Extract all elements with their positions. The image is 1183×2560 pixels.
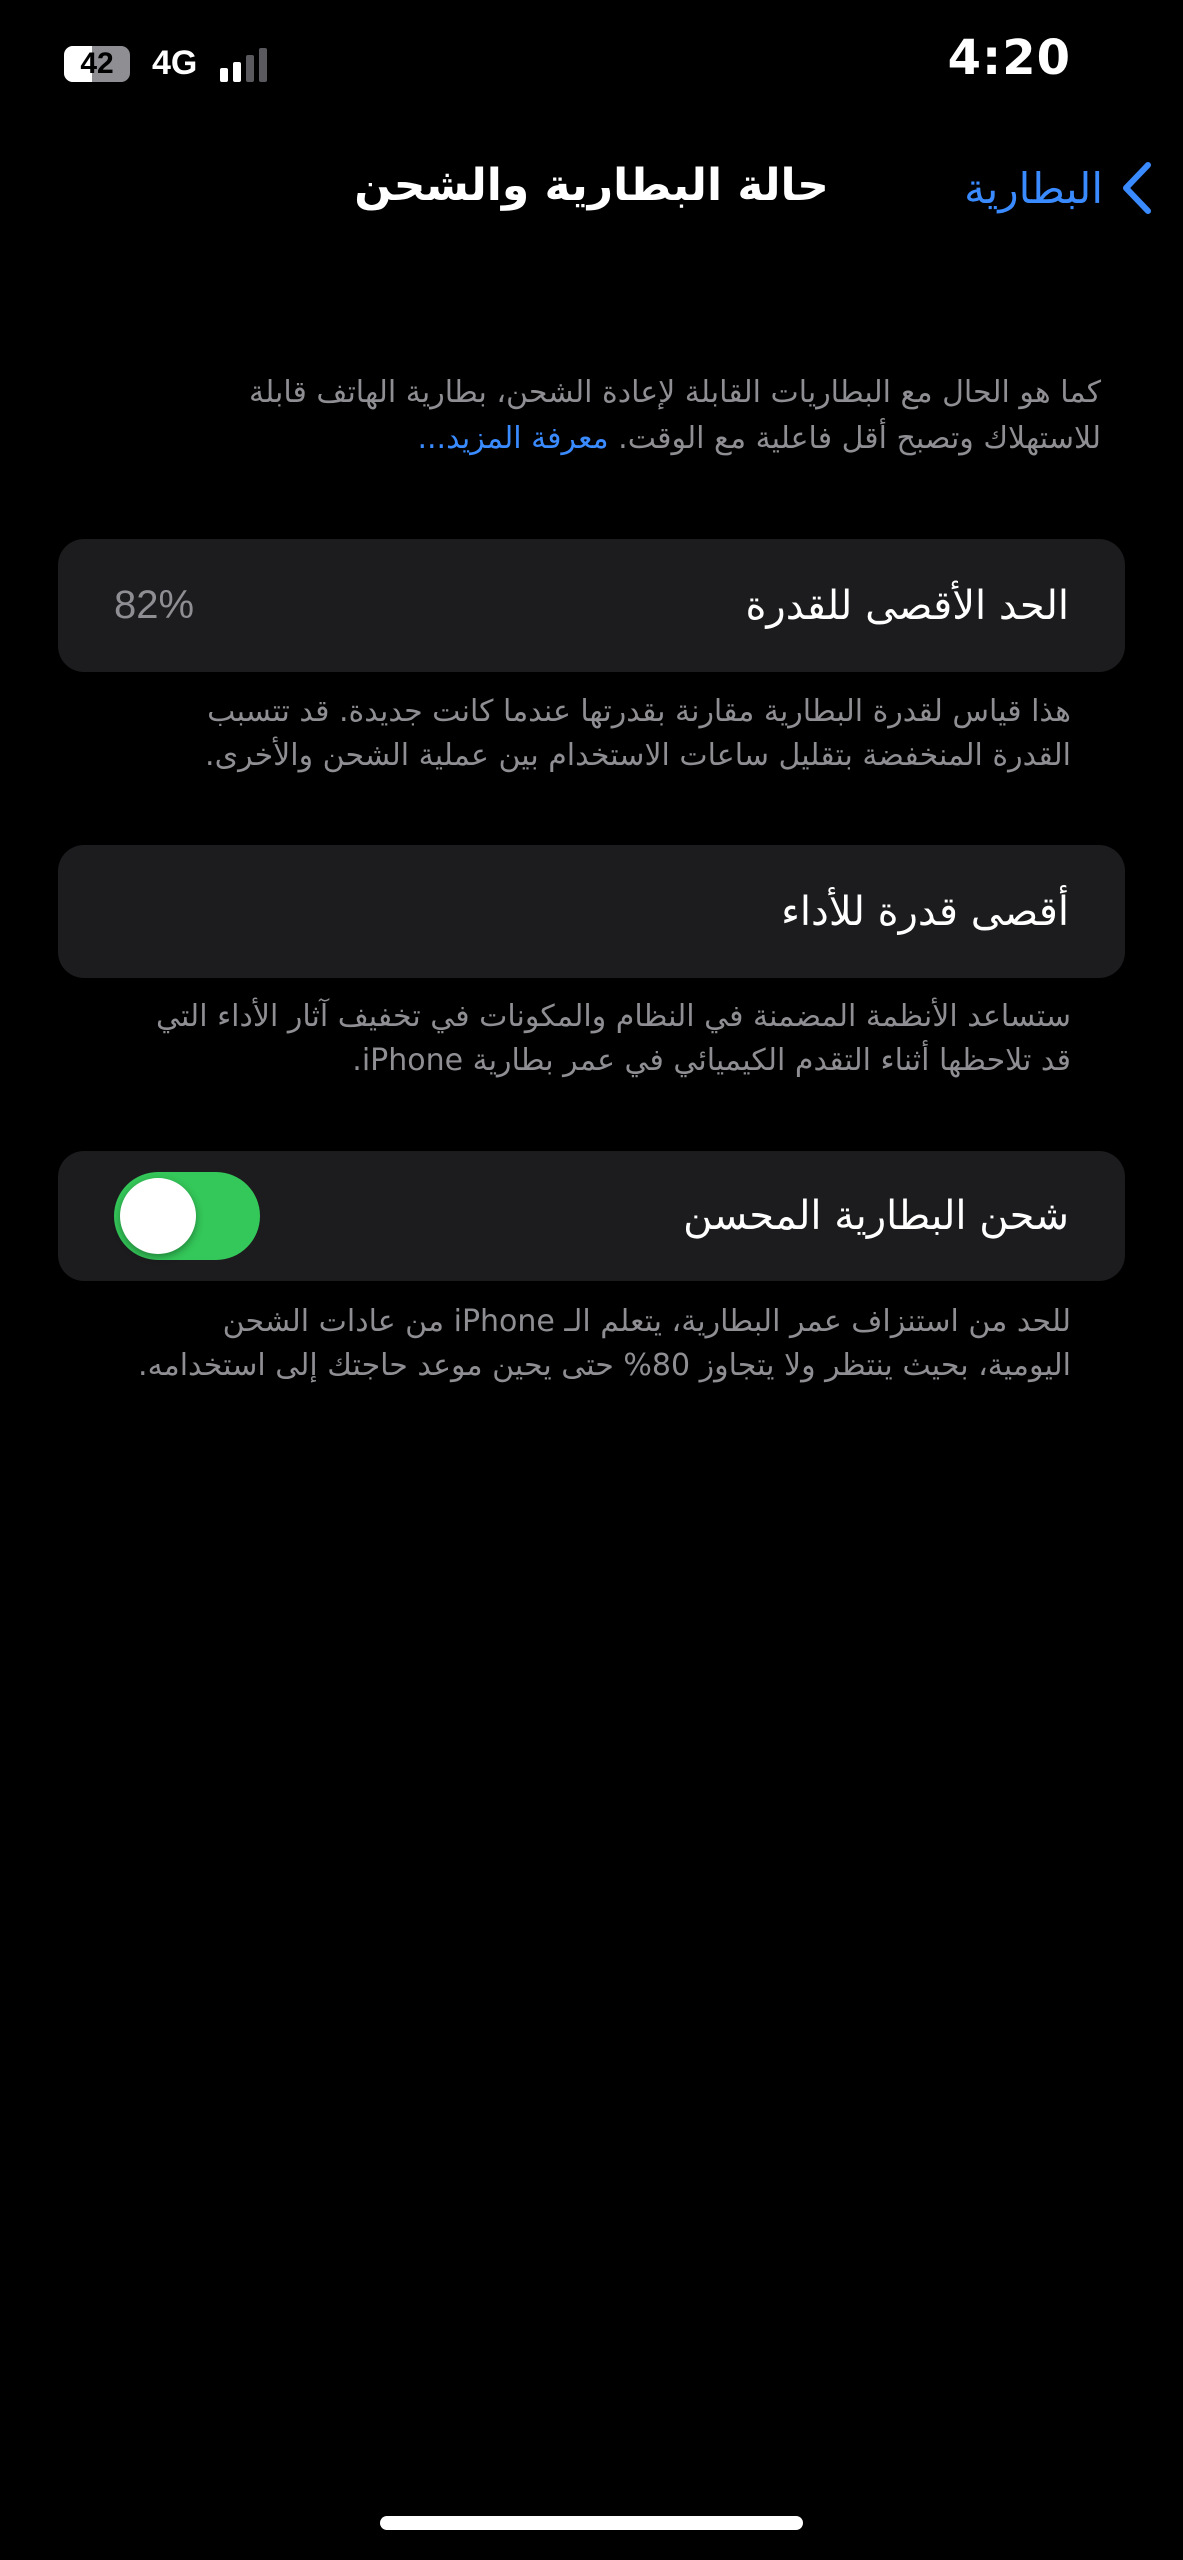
status-time: 4:20 — [947, 30, 1071, 86]
optimized-charging-label: شحن البطارية المحسن — [683, 1193, 1069, 1239]
peak-performance-label: أقصى قدرة للأداء — [781, 888, 1069, 935]
network-type: 4G — [152, 44, 198, 82]
battery-level: 42 — [80, 47, 114, 80]
signal-bar — [259, 48, 267, 82]
peak-performance-footnote: ستساعد الأنظمة المضمنة في النظام والمكونات في تخفيف آثار الأداء التي قد تلاحظها أثناء التقدم الكيميائي في عمر بطارية iPhone. — [156, 999, 1071, 1078]
signal-bar — [220, 68, 228, 82]
optimized-charging-toggle[interactable] — [114, 1172, 260, 1260]
signal-bar — [233, 62, 241, 82]
status-bar — [0, 0, 1183, 130]
intro-text: كما هو الحال مع البطاريات القابلة لإعادة الشحن، بطارية الهاتف قابلة للاستهلاك وتصبح أقل فاعلية مع الوقت. — [249, 375, 1101, 456]
max-capacity-footnote: هذا قياس لقدرة البطارية مقارنة بقدرتها عندما كانت جديدة. قد تتسبب القدرة المنخفضة بتقليل ساعات الاستخدام بين عملية الشحن والأخرى. — [205, 694, 1071, 773]
optimized-charging-row — [58, 1151, 1125, 1281]
learn-more-link[interactable]: معرفة المزيد... — [417, 421, 609, 456]
signal-strength-icon — [220, 46, 272, 82]
chevron-back-icon — [1117, 158, 1157, 218]
back-button-label: البطارية — [964, 163, 1103, 213]
home-indicator[interactable] — [380, 2516, 803, 2530]
intro-description — [160, 370, 1101, 462]
max-capacity-row — [58, 539, 1125, 672]
optimized-charging-footnote: للحد من استنزاف عمر البطارية، يتعلم الـ iPhone من عادات الشحن اليومية، بحيث ينتظر ولا يتجاوز 80% حتى يحين موعد حاجتك إلى استخدامه. — [138, 1304, 1071, 1383]
peak-performance-row — [58, 845, 1125, 978]
battery-icon — [64, 46, 136, 82]
page-title: حالة البطارية والشحن — [354, 160, 829, 211]
battery-body — [64, 46, 130, 82]
navigation-bar — [0, 140, 1183, 240]
toggle-knob — [120, 1178, 196, 1254]
signal-bar — [246, 55, 254, 82]
max-capacity-label: الحد الأقصى للقدرة — [745, 582, 1069, 629]
max-capacity-value: 82% — [114, 583, 195, 627]
back-button[interactable] — [964, 156, 1157, 220]
